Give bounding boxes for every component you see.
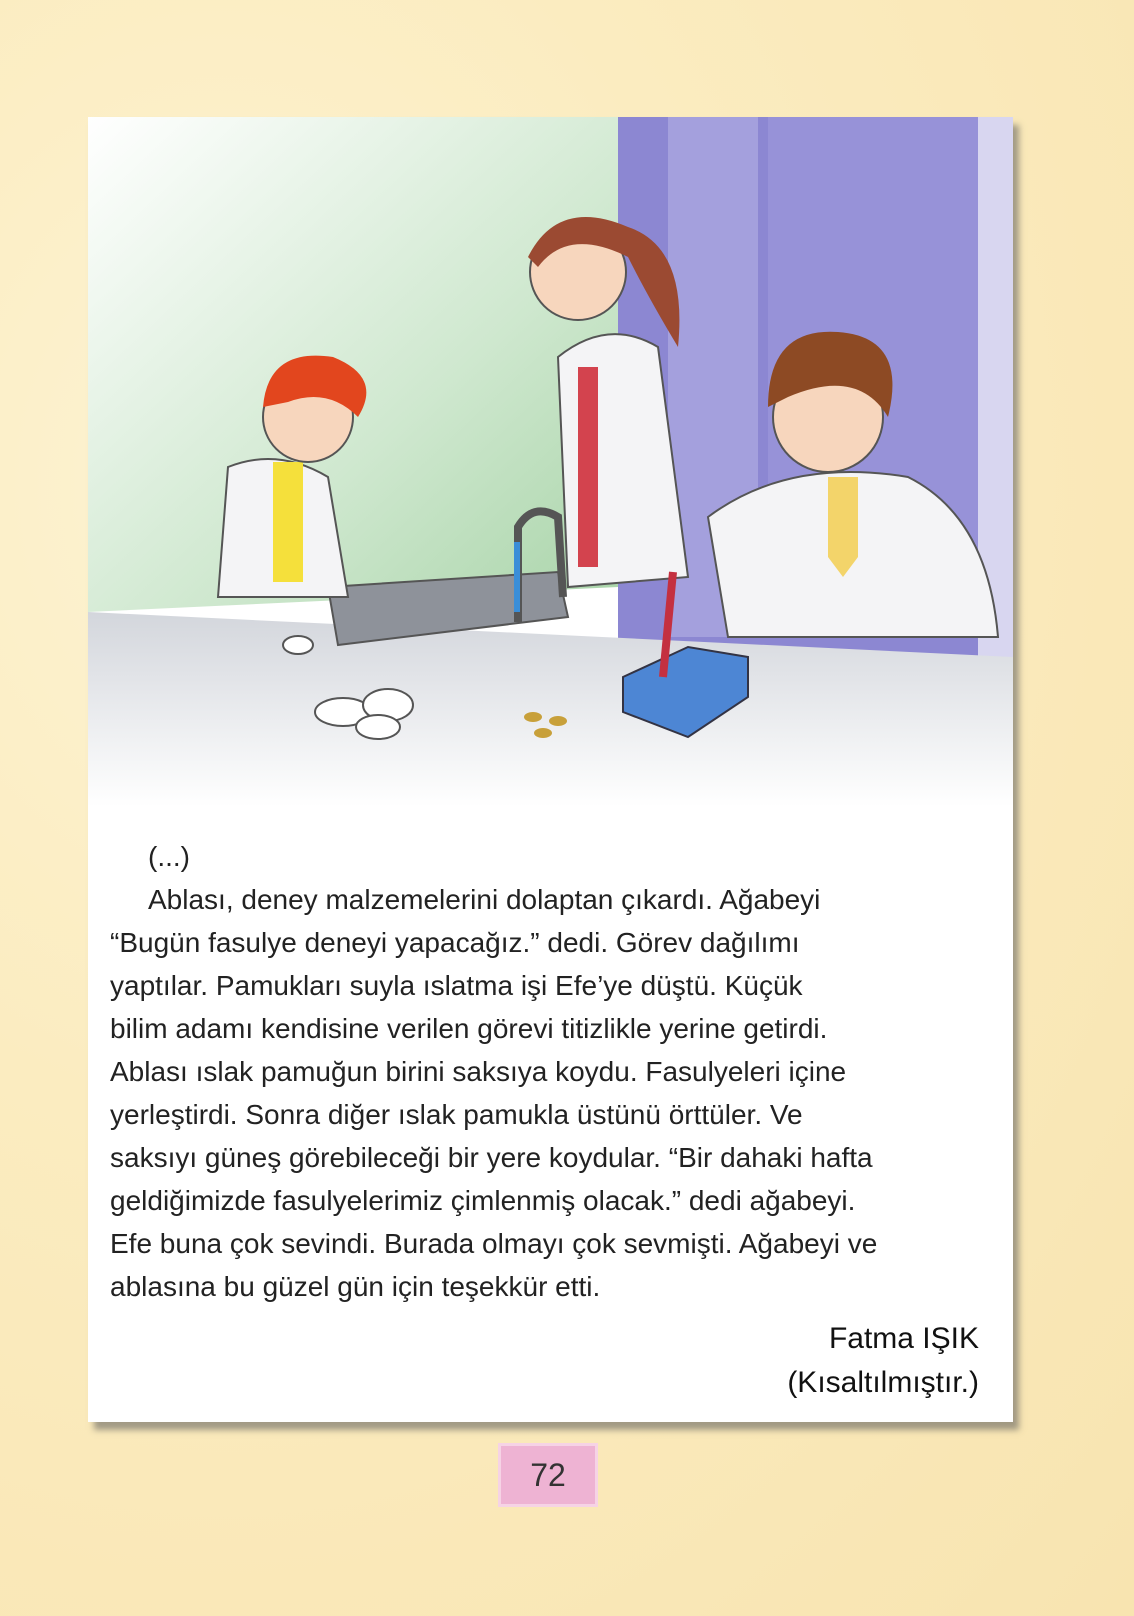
story-line: Ablası ıslak pamuğun birini saksıya koydu. Fasulyeleri içine xyxy=(110,1056,847,1087)
story-line: Efe buna çok sevindi. Burada olmayı çok sevmişti. Ağabeyi ve xyxy=(110,1228,878,1259)
author-name: Fatma IŞIK xyxy=(828,1322,979,1355)
story-line: saksıyı güneş görebileceği bir yere koydular. “Bir dahaki hafta xyxy=(110,1142,873,1173)
story-line: Ablası, deney malzemelerini dolaptan çıkardı. Ağabeyi xyxy=(148,884,821,915)
page-number: 72 xyxy=(498,1443,598,1507)
story-line: bilim adamı kendisine verilen görevi titizlikle yerine getirdi. xyxy=(110,1013,828,1044)
story-line: yaptılar. Pamukları suyla ıslatma işi Efe’ye düştü. Küçük xyxy=(110,970,803,1001)
story-card xyxy=(88,117,1013,1422)
story-line: yerleştirdi. Sonra diğer ıslak pamukla üstünü örttüler. Ve xyxy=(110,1099,803,1130)
story-text xyxy=(110,835,877,1308)
lab-illustration xyxy=(88,117,1013,807)
ellipsis: (...) xyxy=(148,841,190,872)
story-line: ablasına bu güzel gün için teşekkür etti. xyxy=(110,1271,601,1302)
story-line: “Bugün fasulye deneyi yapacağız.” dedi. Görev dağılımı xyxy=(110,927,800,958)
attribution xyxy=(787,1317,979,1405)
abridged-note: (Kısaltılmıştır.) xyxy=(787,1366,979,1399)
story-line: geldiğimizde fasulyelerimiz çimlenmiş olacak.” dedi ağabeyi. xyxy=(110,1185,856,1216)
